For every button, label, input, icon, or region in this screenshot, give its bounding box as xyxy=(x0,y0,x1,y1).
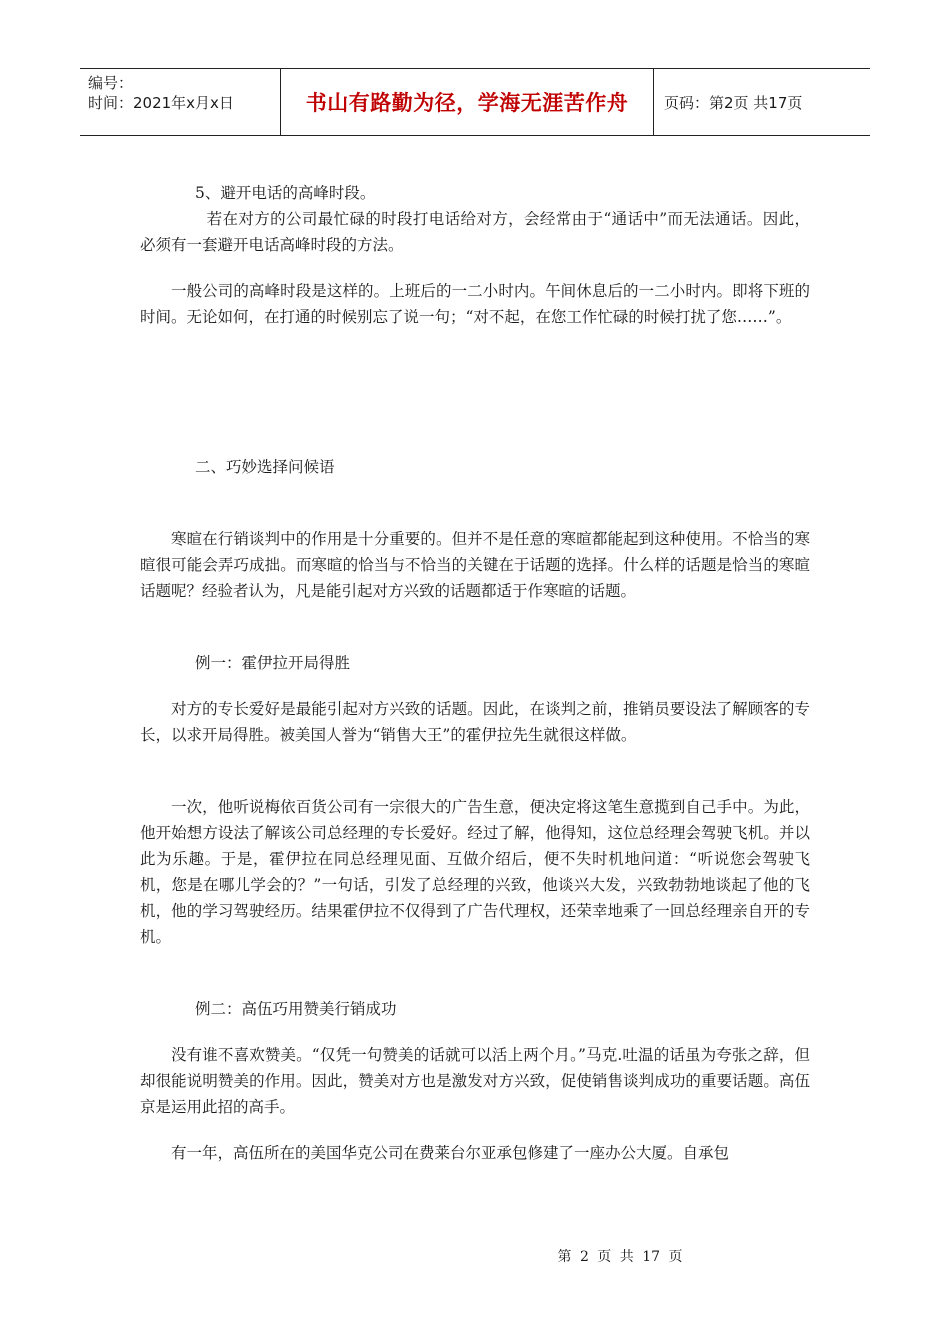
paragraph: 有一年，高伍所在的美国华克公司在费莱台尔亚承包修建了一座办公大厦。自承包 xyxy=(171,1144,730,1162)
paragraph: 一次，他听说梅依百货公司有一宗很大的广告生意，便决定将这笔生意揽到自己手中。为此，他开始想方设法了解该公司总经理的专长爱好。经过了解，他得知，这位总经理会驾驶飞机。并以此为乐趣。于是，霍伊拉在同总经理见面、互做介绍后，便不失时机地问道：“听说您会驾驶飞机，您是在哪儿学会的？”一句话，引发了总经理的兴致，他谈兴大发，兴致勃勃地谈起了他的飞机，他的学习驾驶经历。结果霍伊拉不仅得到了广告代理权，还荣幸地乘了一回总经理亲自开的专机。 xyxy=(140,798,810,946)
document-body xyxy=(140,180,810,1166)
page-header xyxy=(80,68,870,136)
paragraph: 寒暄在行销谈判中的作用是十分重要的。但并不是任意的寒暄都能起到这种使用。不恰当的寒暄很可能会弄巧成拙。而寒暄的恰当与不恰当的关键在于话题的选择。什么样的话题是恰当的寒暄话题呢？经验者认为，凡是能引起对方兴致的话题都适于作寒暄的话题。 xyxy=(140,530,810,600)
header-page-info: 页码：第2页 共17页 xyxy=(664,93,803,112)
number-label: 编号： xyxy=(88,74,134,92)
paragraph: 一般公司的高峰时段是这样的。上班后的一二小时内。午间休息后的一二小时内。即将下班的时间。无论如何，在打通的时候别忘了说一句；“对不起，在您工作忙碌的时候打扰了您……”。 xyxy=(140,282,810,326)
paragraph: 对方的专长爱好是最能引起对方兴致的话题。因此，在谈判之前，推销员要设法了解顾客的专长，以求开局得胜。被美国人誉为“销售大王”的霍伊拉先生就很这样做。 xyxy=(140,700,810,744)
example-heading: 例二：高伍巧用赞美行销成功 xyxy=(195,1000,397,1018)
time-label: 时间：2021年x月x日 xyxy=(88,94,234,112)
section-item-5: 5、避开电话的高峰时段。 xyxy=(195,184,376,202)
header-meta xyxy=(80,69,281,135)
page-footer: 第 2 页 共 17 页 xyxy=(557,1249,683,1265)
section-heading: 二、巧妙选择问候语 xyxy=(195,458,335,476)
paragraph: 若在对方的公司最忙碌的时段打电话给对方，会经常由于“通话中”而无法通话。因此，必须有一套避开电话高峰时段的方法。 xyxy=(140,210,810,254)
example-heading: 例一：霍伊拉开局得胜 xyxy=(195,654,351,672)
header-motto: 书山有路勤为径，学海无涯苦作舟 xyxy=(281,69,654,135)
paragraph: 没有谁不喜欢赞美。“仅凭一句赞美的话就可以活上两个月。”马克.吐温的话虽为夸张之辞，但却很能说明赞美的作用。因此，赞美对方也是激发对方兴致，促使销售谈判成功的重要话题。高伍京是运用此招的高手。 xyxy=(140,1046,810,1116)
